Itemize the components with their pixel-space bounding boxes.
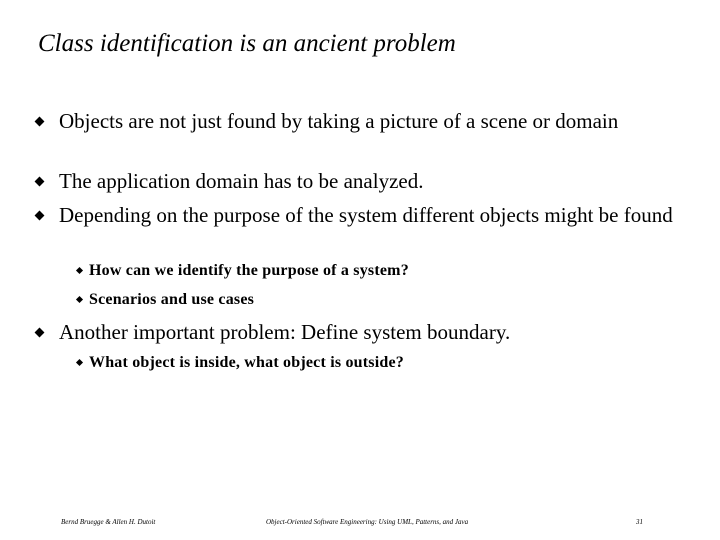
bullet-text: Objects are not just found by taking a picture of a scene or domain xyxy=(59,109,619,133)
diamond-bullet-icon xyxy=(35,328,45,338)
diamond-bullet-icon xyxy=(35,117,45,127)
diamond-bullet-icon xyxy=(35,211,45,221)
sub-bullet-text: What object is inside, what object is outside? xyxy=(89,354,404,371)
bullet-text: The application domain has to be analyzed. xyxy=(59,169,424,193)
slide-title: Class identification is an ancient problem xyxy=(38,30,456,57)
small-diamond-bullet-icon xyxy=(76,359,83,366)
footer-authors: Bernd Bruegge & Allen H. Dutoit xyxy=(61,518,156,526)
footer-book-title: Object-Oriented Software Engineering: Using UML, Patterns, and Java xyxy=(266,518,469,526)
diamond-bullet-icon xyxy=(35,177,45,187)
footer-page-number: 31 xyxy=(636,518,643,526)
sub-bullet-text: How can we identify the purpose of a system? xyxy=(89,262,409,279)
small-diamond-bullet-icon xyxy=(76,296,83,303)
bullet-text: Depending on the purpose of the system different objects might be found xyxy=(59,203,673,227)
small-diamond-bullet-icon xyxy=(76,267,83,274)
bullet-text: Another important problem: Define system boundary. xyxy=(59,320,511,344)
sub-bullet-text: Scenarios and use cases xyxy=(89,291,255,308)
